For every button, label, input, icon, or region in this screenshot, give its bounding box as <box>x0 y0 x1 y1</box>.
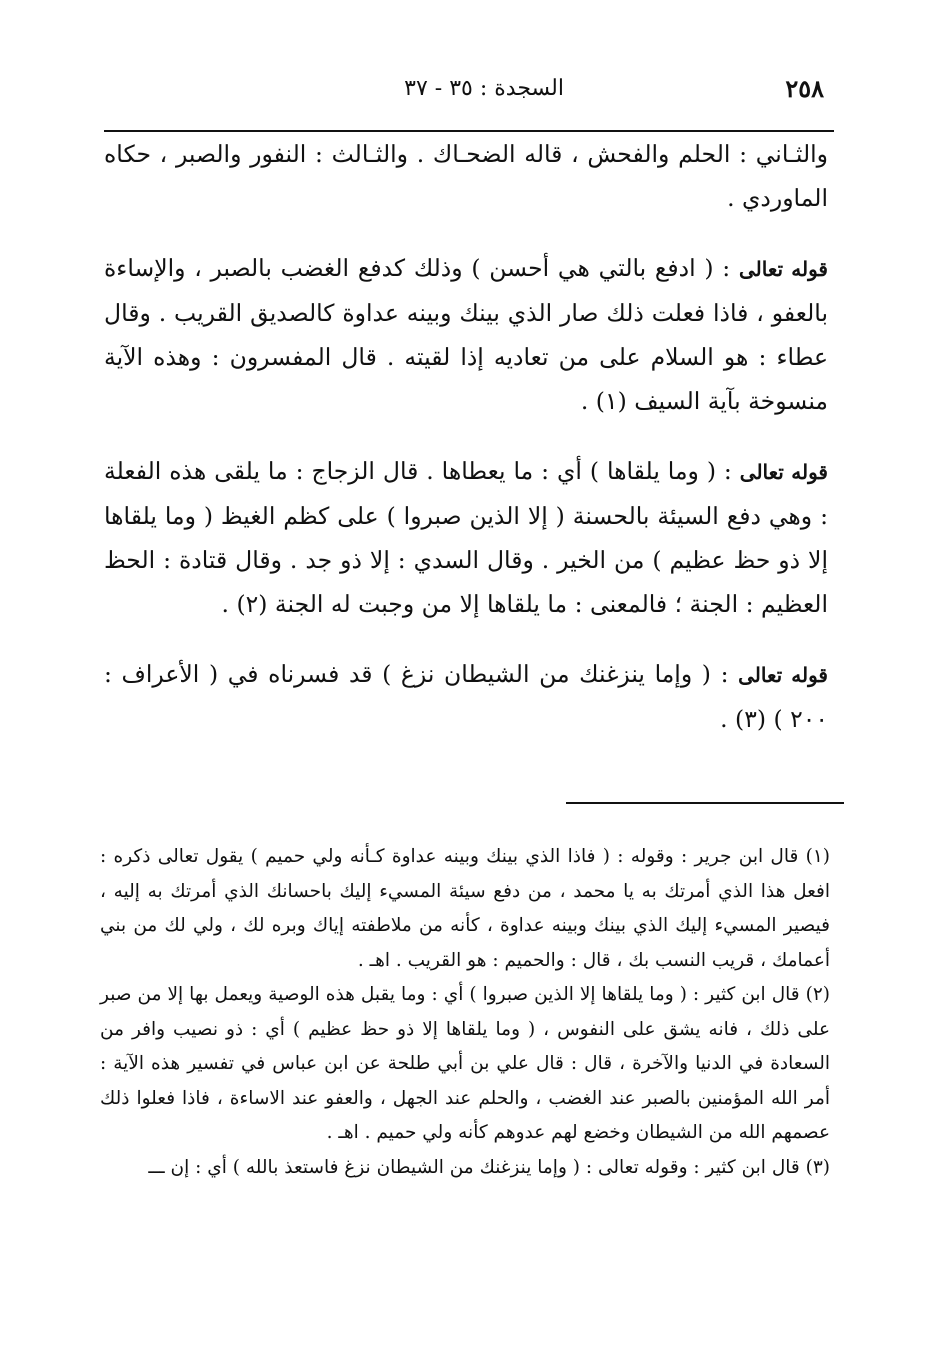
footnote: (٣) قال ابن كثير : وقوله تعالى : ( وإما ينزغنك من الشيطان نزغ فاستعذ بالله ) أي : إن ـــ <box>148 1156 830 1178</box>
paragraph-text: : ( وما يلقاها ) أي : ما يعطاها . قال الزجاج : ما يلقى هذه الفعلة : وهي دفع السيئة بالحسنة ( إلا الذين صبروا ) على كظم الغيظ ( وما يلقاها إلا ذو حظ عظيم ) من الخير . وقال السدي : إلا ذو جد . وقال قتادة : الحظ العظيم : الجنة ؛ فالمعنى : ما يلقاها إلا من وجبت له الجنة (٢) . <box>104 457 828 618</box>
paragraph <box>104 652 828 741</box>
footnote: (٢) قال ابن كثير : ( وما يلقاها إلا الذين صبروا ) أي : وما يقبل هذه الوصية ويعمل بها إلا من صبر على ذلك ، فانه يشق على النفوس ، ( وما يلقاها إلا ذو حظ عظيم ) أي : ذو نصيب وافر من السعادة في الدنيا والآخرة ، قال : قال علي بن أبي طلحة عن ابن عباس في تفسير هذه الآية : أمر الله المؤمنين بالصبر عند الغضب ، والحلم عند الجهل ، والعفو عند الاساءة ، فاذا فعلوا ذلك عصمهم الله من الشيطان وخضع لهم عدوهم كأنه ولي حميم . اهـ . <box>100 984 830 1143</box>
paragraph-text: : ( وإما ينزغنك من الشيطان نزغ ) قد فسرناه في ( الأعراف : ٢٠٠ ) (٣) . <box>104 660 828 733</box>
verse-lead: قوله تعالى <box>739 460 828 484</box>
paragraph-text: : ( ادفع بالتي هي أحسن ) وذلك كدفع الغضب بالصبر ، والإساءة بالعفو ، فاذا فعلت ذلك صار الذي بينك وبينه عداوة كالصديق القريب . وقال عطاء : هو السلام على من تعاديه إذا لقيته . قال المفسرون : وهذه الآية منسوخة بآية السيف (١) . <box>104 254 828 415</box>
page-header <box>100 74 824 114</box>
page-number: ٢٥٨ <box>785 74 824 103</box>
main-text <box>104 132 828 767</box>
paragraph-text: والثـاني : الحلم والفحش ، قاله الضحـاك . والثـالث : النفور والصبر ، حكاه الماوردي . <box>104 140 828 212</box>
paragraph <box>104 246 828 423</box>
running-head: السجدة : ٣٥ - ٣٧ <box>404 76 564 101</box>
verse-lead: قوله تعالى <box>738 257 828 281</box>
footnote-rule <box>566 802 844 804</box>
footnotes <box>100 840 830 1185</box>
paragraph <box>104 132 828 220</box>
paragraph <box>104 449 828 626</box>
footnote: (١) قال ابن جرير : وقوله : ( فاذا الذي بينك وبينه عداوة كـأنه ولي حميم ) يقول تعالى ذكره : افعل هذا الذي أمرتك به يا محمد ، من دفع سيئة المسيء إليك باحسانك الذي أمرتك به إليه ، فيصير المسيء إليك الذي بينك وبينه عداوة ، كأنه من ملاطفته إياك وبره لك ، ولي لك من بني أعمامك ، قريب النسب بك ، قال : والحميم : هو القريب . اهـ . <box>100 846 830 971</box>
verse-lead: قوله تعالى <box>738 663 828 687</box>
